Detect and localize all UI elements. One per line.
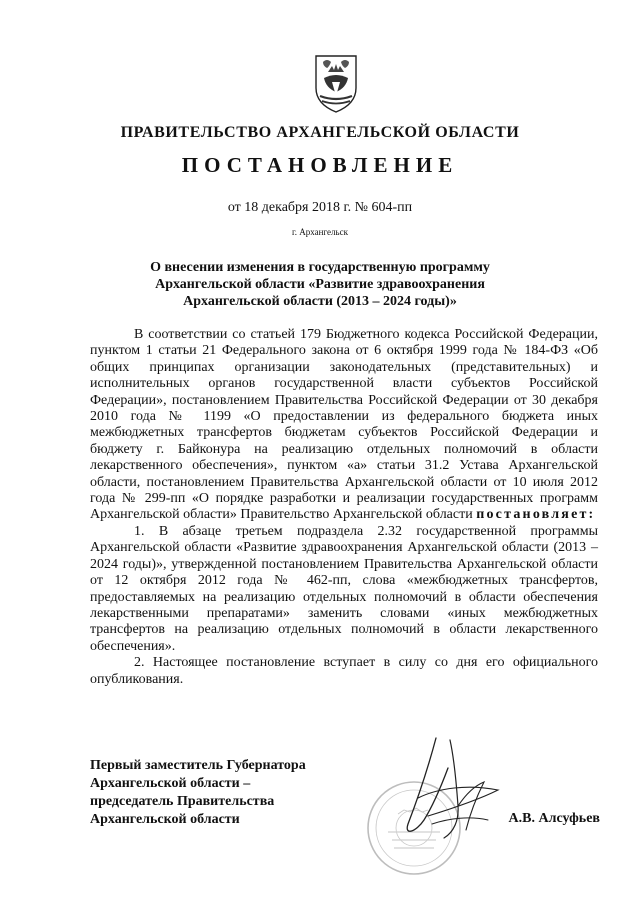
document-type: ПОСТАНОВЛЕНИЕ <box>181 153 459 177</box>
signatory-position <box>90 757 370 829</box>
decree-word: постановляет: <box>476 507 596 523</box>
position-line: Архангельской области <box>90 812 240 827</box>
government-title: ПРАВИТЕЛЬСТВО АРХАНГЕЛЬСКОЙ ОБЛАСТИ <box>120 124 520 141</box>
position-line: председатель Правительства <box>90 794 275 809</box>
document-body <box>90 327 598 688</box>
seal-and-signature <box>358 728 558 880</box>
coat-of-arms-icon <box>310 52 362 114</box>
item-2-paragraph: 2. Настоящее постановление вступает в силу со дня его официального опубликования. <box>90 655 598 687</box>
position-line: Архангельской области – <box>90 776 251 791</box>
document-subject <box>110 259 530 310</box>
item-1-paragraph: 1. В абзаце третьем подраздела 2.32 государственной программы Архангельской области «Развитие здравоохранения Архангельской области (2013 – 2024 годы)», утвержденной постановлением Правительства Архангельской области от 12 октября 2012 года № 462-пп, слова «межбюджетных трансфертов, предоставляемых на реализацию отдельных полномочий в области обеспечения лекарственными препаратами» заменить словами «иных межбюджетных трансфертов на реализацию отдельных полномочий в области лекарственного обеспечения». <box>90 523 598 654</box>
preamble-paragraph <box>90 327 598 524</box>
round-seal-stamp <box>368 782 460 874</box>
subject-line: О внесении изменения в государственную программу <box>150 260 490 275</box>
subject-line: Архангельской области «Развитие здравоохранения <box>155 277 485 292</box>
document-city: г. Архангельск <box>292 227 348 237</box>
position-line: Первый заместитель Губернатора <box>90 758 306 773</box>
preamble-text: В соответствии со статьей 179 Бюджетного кодекса Российской Федерации, пунктом 1 статьи 21 Федерального закона от 6 октября 1999 года № 184-ФЗ «Об общих принципах организации законодательных (представительных) и исполнительных органов государственной власти субъектов Российской Федерации», постановлением Правительства Российской Федерации от 30 декабря 2010 года № 1199 «О предоставлении из федерального бюджета иных межбюджетных трансфертов бюджетам субъектов Российской Федерации и бюджету г. Байконура на реализацию отдельных полномочий в области лекарственного обеспечения», пунктом «а» статьи 31.2 Устава Архангельской области, постановлением Правительства Архангельской области от 10 июля 2012 года № 299-пп «О порядке разработки и реализации государственных программ Архангельской области» Правительство Архангельской области <box>90 327 598 523</box>
subject-line: Архангельской области (2013 – 2024 годы)» <box>183 294 457 309</box>
document-date-number: от 18 декабря 2018 г. № 604-пп <box>227 200 413 215</box>
signatory-name: А.В. Алсуфьев <box>508 811 600 826</box>
